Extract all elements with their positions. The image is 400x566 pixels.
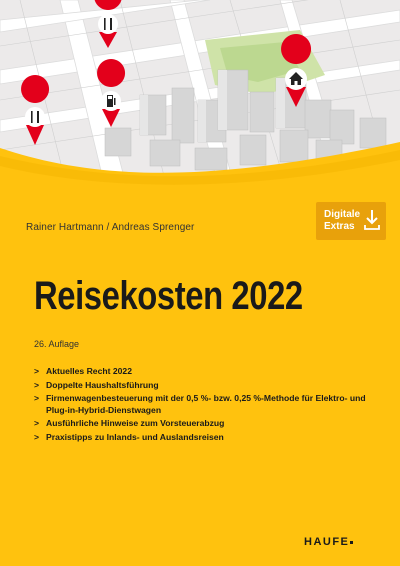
feature-item — [34, 380, 374, 392]
bullet-marker: > — [34, 366, 40, 376]
publisher-logo — [304, 536, 353, 548]
feature-text: Ausführliche Hinweise zum Vorsteuerabzug — [46, 418, 225, 428]
book-title: Reisekosten 2022 — [34, 274, 303, 318]
feature-item — [34, 366, 374, 378]
feature-list — [34, 366, 374, 445]
logo-dot — [350, 541, 353, 544]
feature-text: Aktuelles Recht 2022 — [46, 366, 132, 376]
feature-item — [34, 432, 374, 444]
digital-extras-label: Digitale Extras — [324, 209, 361, 232]
bullet-marker: > — [34, 431, 40, 442]
feature-text: Firmenwagenbesteuerung mit der 0,5 %- bzw. 0,25 %-Methode für Elektro- und Plug-in-Hybrid-Dienstwagen — [46, 393, 366, 415]
feature-text: Doppelte Haushaltsführung — [46, 379, 159, 390]
feature-text: Praxistipps zu Inlands- und Auslandsreisen — [46, 431, 224, 442]
feature-item — [34, 418, 374, 430]
publisher-name: HAUFE — [304, 536, 350, 548]
download-arrow-icon — [364, 209, 380, 231]
bullet-marker: > — [34, 418, 40, 428]
edition: 26. Auflage — [34, 339, 80, 349]
authors: Rainer Hartmann / Andreas Sprenger — [26, 222, 195, 233]
city-map-illustration — [0, 0, 400, 200]
feature-item — [34, 393, 374, 416]
bullet-marker: > — [34, 393, 40, 403]
digital-extras-badge[interactable] — [316, 202, 386, 240]
bullet-marker: > — [34, 379, 40, 390]
